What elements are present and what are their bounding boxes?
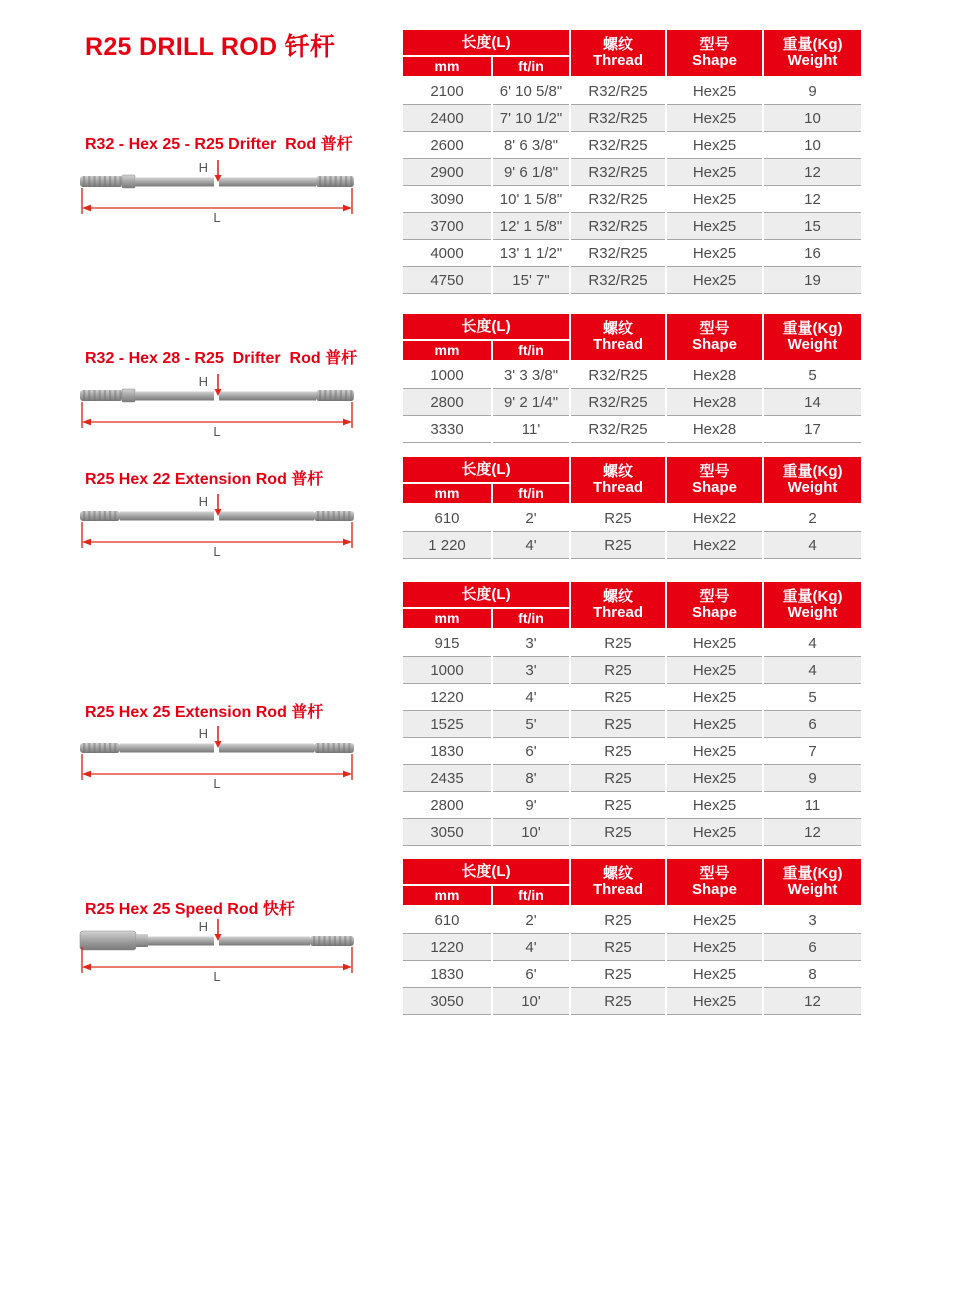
rod-diagram-extension-hex25 (78, 723, 356, 789)
table-cell: 2600 (403, 132, 491, 159)
table-cell: 2400 (403, 105, 491, 132)
table-cell: 4' (493, 532, 569, 559)
table-cell: R32/R25 (571, 213, 665, 240)
table-row (403, 819, 861, 846)
table-row (403, 765, 861, 792)
svg-text:H: H (198, 374, 208, 389)
spec-table-drifter-hex25 (403, 30, 861, 294)
table-row (403, 505, 861, 532)
section-label-drifter-hex25: R32 - Hex 25 - R25 Drifter Rod 普杆 (85, 136, 353, 153)
table-cell: Hex22 (667, 532, 762, 559)
table-cell: 2435 (403, 765, 491, 792)
table-cell: 3' 3 3/8" (493, 362, 569, 389)
col-header-length: 长度(L) (403, 859, 569, 884)
table-cell: Hex25 (667, 711, 762, 738)
col-header-ftin: ft/in (493, 886, 569, 905)
col-header-thread-cn: 螺纹 (602, 588, 633, 606)
table-cell: 6' (493, 961, 569, 988)
table-cell: 3330 (403, 416, 491, 443)
table-cell: 15 (764, 213, 861, 240)
col-header-weight-en: Weight (787, 479, 838, 496)
table-cell: 3050 (403, 988, 491, 1015)
table-cell: R32/R25 (571, 240, 665, 267)
table-cell: 3' (493, 657, 569, 684)
table-cell: 1830 (403, 738, 491, 765)
table-cell: 12 (764, 159, 861, 186)
section-label-speed-rod: R25 Hex 25 Speed Rod 快杆 (85, 901, 295, 918)
col-header-shape-cn: 型号 (699, 588, 730, 606)
table-cell: R32/R25 (571, 159, 665, 186)
table-row (403, 213, 861, 240)
col-header-thread-en: Thread (592, 604, 643, 621)
table-row (403, 711, 861, 738)
table-cell: 9 (764, 765, 861, 792)
table-cell: R25 (571, 934, 665, 961)
table-cell: 5 (764, 362, 861, 389)
table-row (403, 907, 861, 934)
svg-text:H: H (198, 726, 208, 741)
table-cell: R32/R25 (571, 362, 665, 389)
table-cell: R32/R25 (571, 132, 665, 159)
spec-table-drifter-hex28 (403, 314, 861, 443)
col-header-weight (764, 582, 861, 628)
table-cell: 3 (764, 907, 861, 934)
table-cell: Hex25 (667, 657, 762, 684)
table-cell: R32/R25 (571, 105, 665, 132)
table-cell: 1 220 (403, 532, 491, 559)
table-cell: Hex22 (667, 505, 762, 532)
table-cell: R25 (571, 819, 665, 846)
table-cell: Hex25 (667, 132, 762, 159)
table-row (403, 738, 861, 765)
table-cell: 3090 (403, 186, 491, 213)
section-label-extension-hex25: R25 Hex 25 Extension Rod 普杆 (85, 704, 324, 721)
table-body (403, 907, 861, 1015)
table-cell: Hex28 (667, 389, 762, 416)
table-cell: 10 (764, 132, 861, 159)
table-cell: 8' (493, 765, 569, 792)
col-header-ftin: ft/in (493, 341, 569, 360)
col-header-shape-en: Shape (691, 881, 737, 898)
spec-table-extension-hex25 (403, 582, 861, 846)
col-header-shape-cn: 型号 (699, 320, 730, 338)
table-cell: 10 (764, 105, 861, 132)
col-header-thread (571, 30, 665, 76)
col-header-weight-cn: 重量(Kg) (782, 36, 843, 54)
table-body (403, 630, 861, 846)
table-cell: 3' (493, 630, 569, 657)
col-header-length: 长度(L) (403, 30, 569, 55)
table-cell: R25 (571, 684, 665, 711)
table-cell: 11 (764, 792, 861, 819)
table-cell: Hex25 (667, 988, 762, 1015)
table-cell: 15' 7" (493, 267, 569, 294)
col-header-thread-cn: 螺纹 (602, 463, 633, 481)
svg-text:L: L (213, 210, 221, 223)
table-cell: 16 (764, 240, 861, 267)
spec-table-speed-rod (403, 859, 861, 1015)
table-cell: 12 (764, 186, 861, 213)
table-cell: 10' 1 5/8" (493, 186, 569, 213)
table-header (403, 859, 861, 905)
col-header-weight-cn: 重量(Kg) (782, 463, 843, 481)
table-row (403, 240, 861, 267)
svg-text:L: L (213, 776, 221, 789)
table-cell: Hex25 (667, 159, 762, 186)
col-header-thread-cn: 螺纹 (602, 36, 633, 54)
table-header (403, 314, 861, 360)
table-cell: 4 (764, 657, 861, 684)
table-row (403, 416, 861, 443)
rod-diagram-speed-rod (78, 916, 356, 982)
col-header-length: 长度(L) (403, 314, 569, 339)
table-row (403, 684, 861, 711)
table-cell: 11' (493, 416, 569, 443)
table-row (403, 934, 861, 961)
col-header-weight (764, 859, 861, 905)
table-cell: 5' (493, 711, 569, 738)
col-header-shape-en: Shape (691, 604, 737, 621)
table-cell: Hex28 (667, 416, 762, 443)
col-header-shape-cn: 型号 (699, 463, 730, 481)
table-cell: 2' (493, 505, 569, 532)
table-cell: 9' 6 1/8" (493, 159, 569, 186)
table-body (403, 78, 861, 294)
col-header-thread (571, 314, 665, 360)
table-cell: 1525 (403, 711, 491, 738)
col-header-mm: mm (403, 57, 491, 76)
col-header-weight-cn: 重量(Kg) (782, 320, 843, 338)
table-row (403, 657, 861, 684)
col-header-thread-en: Thread (592, 336, 643, 353)
table-row (403, 105, 861, 132)
table-cell: 6' 10 5/8" (493, 78, 569, 105)
table-row (403, 961, 861, 988)
table-cell: 610 (403, 505, 491, 532)
col-header-shape (667, 314, 762, 360)
col-header-mm: mm (403, 886, 491, 905)
table-cell: R32/R25 (571, 416, 665, 443)
svg-text:L: L (213, 969, 221, 982)
table-body (403, 505, 861, 559)
table-cell: R25 (571, 630, 665, 657)
table-cell: 9' (493, 792, 569, 819)
table-cell: R25 (571, 711, 665, 738)
section-label-extension-hex22: R25 Hex 22 Extension Rod 普杆 (85, 471, 324, 488)
table-cell: 6' (493, 738, 569, 765)
table-cell: 10' (493, 819, 569, 846)
table-cell: 2800 (403, 389, 491, 416)
table-cell: 5 (764, 684, 861, 711)
table-cell: 19 (764, 267, 861, 294)
table-cell: Hex25 (667, 961, 762, 988)
table-cell: 1000 (403, 657, 491, 684)
col-header-shape-en: Shape (691, 52, 737, 69)
table-cell: Hex25 (667, 630, 762, 657)
col-header-thread-en: Thread (592, 881, 643, 898)
col-header-ftin: ft/in (493, 609, 569, 628)
table-cell: 13' 1 1/2" (493, 240, 569, 267)
table-cell: Hex28 (667, 362, 762, 389)
svg-text:L: L (213, 544, 221, 557)
table-cell: 2' (493, 907, 569, 934)
table-cell: Hex25 (667, 765, 762, 792)
table-cell: R32/R25 (571, 389, 665, 416)
table-cell: R32/R25 (571, 186, 665, 213)
col-header-thread (571, 457, 665, 503)
table-cell: 915 (403, 630, 491, 657)
col-header-shape-en: Shape (691, 479, 737, 496)
col-header-thread (571, 859, 665, 905)
section-label-drifter-hex28: R32 - Hex 28 - R25 Drifter Rod 普杆 (85, 350, 358, 367)
col-header-ftin: ft/in (493, 57, 569, 76)
table-cell: Hex25 (667, 738, 762, 765)
table-cell: 610 (403, 907, 491, 934)
table-row (403, 132, 861, 159)
table-row (403, 159, 861, 186)
table-cell: 2100 (403, 78, 491, 105)
table-cell: 4' (493, 934, 569, 961)
table-cell: 4750 (403, 267, 491, 294)
table-row (403, 988, 861, 1015)
table-cell: 12' 1 5/8" (493, 213, 569, 240)
table-cell: Hex25 (667, 105, 762, 132)
col-header-weight (764, 30, 861, 76)
col-header-weight-en: Weight (787, 52, 838, 69)
table-cell: 2800 (403, 792, 491, 819)
table-cell: R25 (571, 505, 665, 532)
col-header-thread-en: Thread (592, 52, 643, 69)
svg-text:H: H (198, 919, 208, 934)
table-row (403, 186, 861, 213)
table-cell: Hex25 (667, 186, 762, 213)
col-header-weight-en: Weight (787, 881, 838, 898)
col-header-thread (571, 582, 665, 628)
col-header-shape (667, 582, 762, 628)
table-row (403, 389, 861, 416)
table-row (403, 630, 861, 657)
table-cell: 8' 6 3/8" (493, 132, 569, 159)
table-cell: R32/R25 (571, 267, 665, 294)
table-cell: R25 (571, 738, 665, 765)
table-cell: R25 (571, 907, 665, 934)
col-header-mm: mm (403, 484, 491, 503)
table-row (403, 78, 861, 105)
col-header-weight (764, 314, 861, 360)
table-cell: R32/R25 (571, 78, 665, 105)
table-cell: 7' 10 1/2" (493, 105, 569, 132)
col-header-thread-cn: 螺纹 (602, 320, 633, 338)
table-cell: Hex25 (667, 240, 762, 267)
table-cell: R25 (571, 988, 665, 1015)
table-cell: 3700 (403, 213, 491, 240)
col-header-weight (764, 457, 861, 503)
table-cell: 14 (764, 389, 861, 416)
col-header-ftin: ft/in (493, 484, 569, 503)
table-cell: 1000 (403, 362, 491, 389)
col-header-weight-cn: 重量(Kg) (782, 588, 843, 606)
table-cell: R25 (571, 792, 665, 819)
table-cell: 4 (764, 630, 861, 657)
table-cell: 2900 (403, 159, 491, 186)
table-header (403, 30, 861, 76)
table-cell: Hex25 (667, 213, 762, 240)
col-header-thread-cn: 螺纹 (602, 865, 633, 883)
table-cell: 17 (764, 416, 861, 443)
col-header-shape (667, 30, 762, 76)
col-header-length: 长度(L) (403, 457, 569, 482)
col-header-shape-cn: 型号 (699, 36, 730, 54)
table-header (403, 457, 861, 503)
table-cell: Hex25 (667, 819, 762, 846)
table-cell: 4' (493, 684, 569, 711)
table-row (403, 532, 861, 559)
table-cell: 1220 (403, 934, 491, 961)
col-header-shape-cn: 型号 (699, 865, 730, 883)
table-header (403, 582, 861, 628)
table-cell: R25 (571, 657, 665, 684)
table-row (403, 792, 861, 819)
table-cell: Hex25 (667, 684, 762, 711)
table-cell: 7 (764, 738, 861, 765)
table-cell: 6 (764, 711, 861, 738)
col-header-shape (667, 457, 762, 503)
spec-table-extension-hex22 (403, 457, 861, 559)
table-cell: 2 (764, 505, 861, 532)
col-header-weight-en: Weight (787, 604, 838, 621)
table-cell: 1830 (403, 961, 491, 988)
table-cell: 9 (764, 78, 861, 105)
col-header-thread-en: Thread (592, 479, 643, 496)
table-cell: 9' 2 1/4" (493, 389, 569, 416)
table-row (403, 267, 861, 294)
col-header-mm: mm (403, 341, 491, 360)
table-cell: 12 (764, 988, 861, 1015)
table-cell: Hex25 (667, 792, 762, 819)
col-header-shape-en: Shape (691, 336, 737, 353)
col-header-weight-cn: 重量(Kg) (782, 865, 843, 883)
rod-diagram-drifter-hex25 (78, 157, 356, 223)
col-header-shape (667, 859, 762, 905)
table-cell: Hex25 (667, 907, 762, 934)
table-cell: R25 (571, 765, 665, 792)
table-cell: 4 (764, 532, 861, 559)
page-title: R25 DRILL ROD 钎杆 (85, 33, 336, 61)
table-cell: 1220 (403, 684, 491, 711)
col-header-mm: mm (403, 609, 491, 628)
svg-text:L: L (213, 424, 221, 437)
col-header-weight-en: Weight (787, 336, 838, 353)
table-cell: 12 (764, 819, 861, 846)
svg-text:H: H (198, 494, 208, 509)
table-cell: 10' (493, 988, 569, 1015)
rod-diagram-drifter-hex28 (78, 371, 356, 437)
table-cell: 4000 (403, 240, 491, 267)
table-cell: Hex25 (667, 267, 762, 294)
table-row (403, 362, 861, 389)
col-header-length: 长度(L) (403, 582, 569, 607)
table-cell: R25 (571, 961, 665, 988)
svg-text:H: H (198, 160, 208, 175)
table-cell: R25 (571, 532, 665, 559)
table-cell: Hex25 (667, 934, 762, 961)
table-cell: 8 (764, 961, 861, 988)
table-cell: Hex25 (667, 78, 762, 105)
table-cell: 6 (764, 934, 861, 961)
table-cell: 3050 (403, 819, 491, 846)
rod-diagram-extension-hex22 (78, 491, 356, 557)
table-body (403, 362, 861, 443)
